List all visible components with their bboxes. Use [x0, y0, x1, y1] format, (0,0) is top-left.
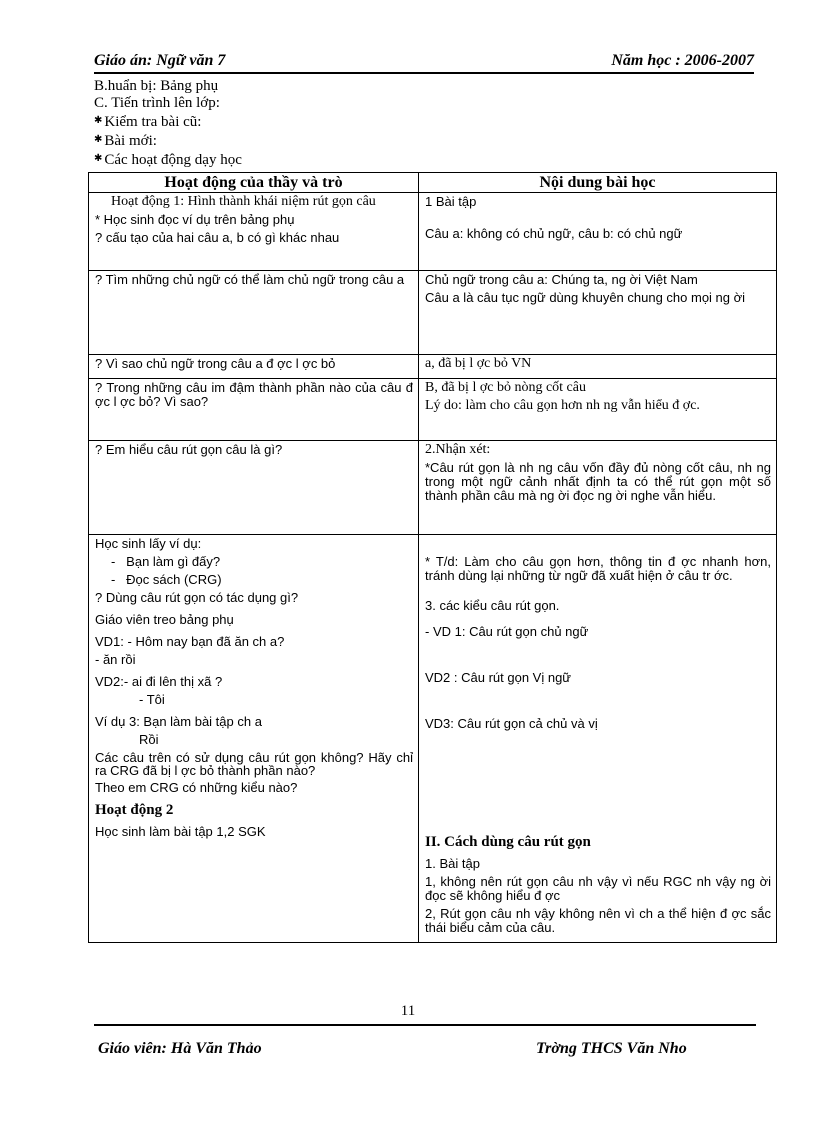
- section-2-title: II. Cách dùng câu rút gọn: [425, 834, 591, 850]
- footer-teacher: Giáo viên: Hà Văn Thảo: [98, 1040, 262, 1057]
- table-row: [89, 355, 777, 379]
- content-cell: * T/d: Làm cho câu gọn hơn, thông tin đ ợc nhanh hơn, tránh dùng lại những từ ngữ đã xuất hiện ở câu tr ớc. 3. các kiểu câu rút gọn. - VD 1: Câu rút gọn chủ ngữ VD2 : Câu rút gọn Vị ngữ VD3: Câu rút gọn cả chủ và vị II. Cách dùng câu rút gọn 1. Bài tập 1, không nên rút gọn câu nh vậy vì nếu RGC nh vậy ng ời đọc sẽ không hiểu đ ợc 2, Rút gọn câu nh vậy không nên vì ch a thể hiện đ ợc sắc thái biểu cảm của câu.: [419, 535, 777, 943]
- header-subject: Giáo án: Ngữ văn 7: [94, 52, 226, 69]
- lesson-intro: [94, 78, 242, 169]
- activity-cell: Học sinh lấy ví dụ: - Bạn làm gì đấy? - Đọc sách (CRG) ? Dùng câu rút gọn có tác dụng gì? Giáo viên treo bảng phụ VD1: - Hôm nay bạn đã ăn ch a? - ăn rồi VD2:- ai đi lên thị xã ? - Tôi Ví dụ 3: Bạn làm bài tập ch a Rồi Các câu trên có sử dụng câu rút gọn không? Hãy chỉ ra CRG đã bị l ợc bỏ thành phần nào? Theo em CRG có những kiểu nào? Hoạt động 2 Học sinh làm bài tập 1,2 SGK: [89, 535, 419, 943]
- table-row: [89, 271, 777, 355]
- intro-item-new-lesson: ✱ Bài mới:: [94, 133, 157, 149]
- activity-title: Hoạt động 1: Hình thành khái niệm rút gọn câu: [111, 194, 376, 209]
- asterisk-bullet-icon: ✱: [94, 115, 103, 126]
- footer-divider: [94, 1024, 756, 1026]
- column-header-activities: Hoạt động của thầy và trò: [89, 173, 419, 193]
- content-cell: 2.Nhận xét: *Câu rút gọn là nh ng câu vốn đầy đủ nòng cốt câu, nh ng trong một ngữ cảnh nhất định ta có thể rút gọn một số thành phần câu mà ng ời đọc ng ời nghe vẫn hiểu.: [419, 441, 777, 535]
- activity-2-title: Hoạt động 2: [95, 802, 174, 818]
- content-cell: a, đã bị l ợc bỏ VN: [419, 355, 777, 379]
- example-line: - Đọc sách (CRG): [111, 572, 222, 587]
- activity-cell: ? Trong những câu im đậm thành phần nào của câu đ ợc l ợc bỏ? Vì sao?: [89, 379, 419, 441]
- activity-cell: ? Tìm những chủ ngữ có thể làm chủ ngữ trong câu a: [89, 271, 419, 355]
- header-school-year: Năm học : 2006-2007: [611, 52, 754, 69]
- activity-cell: ? Vì sao chủ ngữ trong câu a đ ợc l ợc bỏ: [89, 355, 419, 379]
- preparation-line: B.huẩn bị: Bảng phụ: [94, 78, 219, 94]
- asterisk-bullet-icon: ✱: [94, 153, 103, 164]
- lesson-table: [88, 172, 777, 943]
- content-cell: B, đã bị l ợc bỏ nòng cốt câu Lý do: làm cho câu gọn hơn nh ng vẫn hiểu đ ợc.: [419, 379, 777, 441]
- intro-item-activities: ✱ Các hoạt động dạy học: [94, 152, 242, 168]
- activity-cell: Hoạt động 1: Hình thành khái niệm rút gọn câu * Học sinh đọc ví dụ trên bảng phụ ? cấu tạo của hai câu a, b có gì khác nhau: [89, 193, 419, 271]
- table-row: [89, 535, 777, 943]
- asterisk-bullet-icon: ✱: [94, 134, 103, 145]
- content-cell: Chủ ngữ trong câu a: Chúng ta, ng ời Việt Nam Câu a là câu tục ngữ dùng khuyên chung cho mọi ng ời: [419, 271, 777, 355]
- table-row: [89, 441, 777, 535]
- activity-cell: ? Em hiểu câu rút gọn câu là gì?: [89, 441, 419, 535]
- content-cell: 1 Bài tập Câu a: không có chủ ngữ, câu b: có chủ ngữ: [419, 193, 777, 271]
- footer-school: Trờng THCS Văn Nho: [536, 1040, 687, 1057]
- process-line: C. Tiến trình lên lớp:: [94, 95, 220, 111]
- table-row: [89, 379, 777, 441]
- intro-item-review: ✱ Kiểm tra bài cũ:: [94, 114, 202, 130]
- column-header-content: Nội dung bài học: [419, 173, 777, 193]
- table-header-row: [89, 173, 777, 193]
- page-header: [94, 50, 754, 74]
- example-line: - Bạn làm gì đấy?: [111, 554, 221, 569]
- page-number: 11: [400, 1003, 416, 1019]
- table-row: [89, 193, 777, 271]
